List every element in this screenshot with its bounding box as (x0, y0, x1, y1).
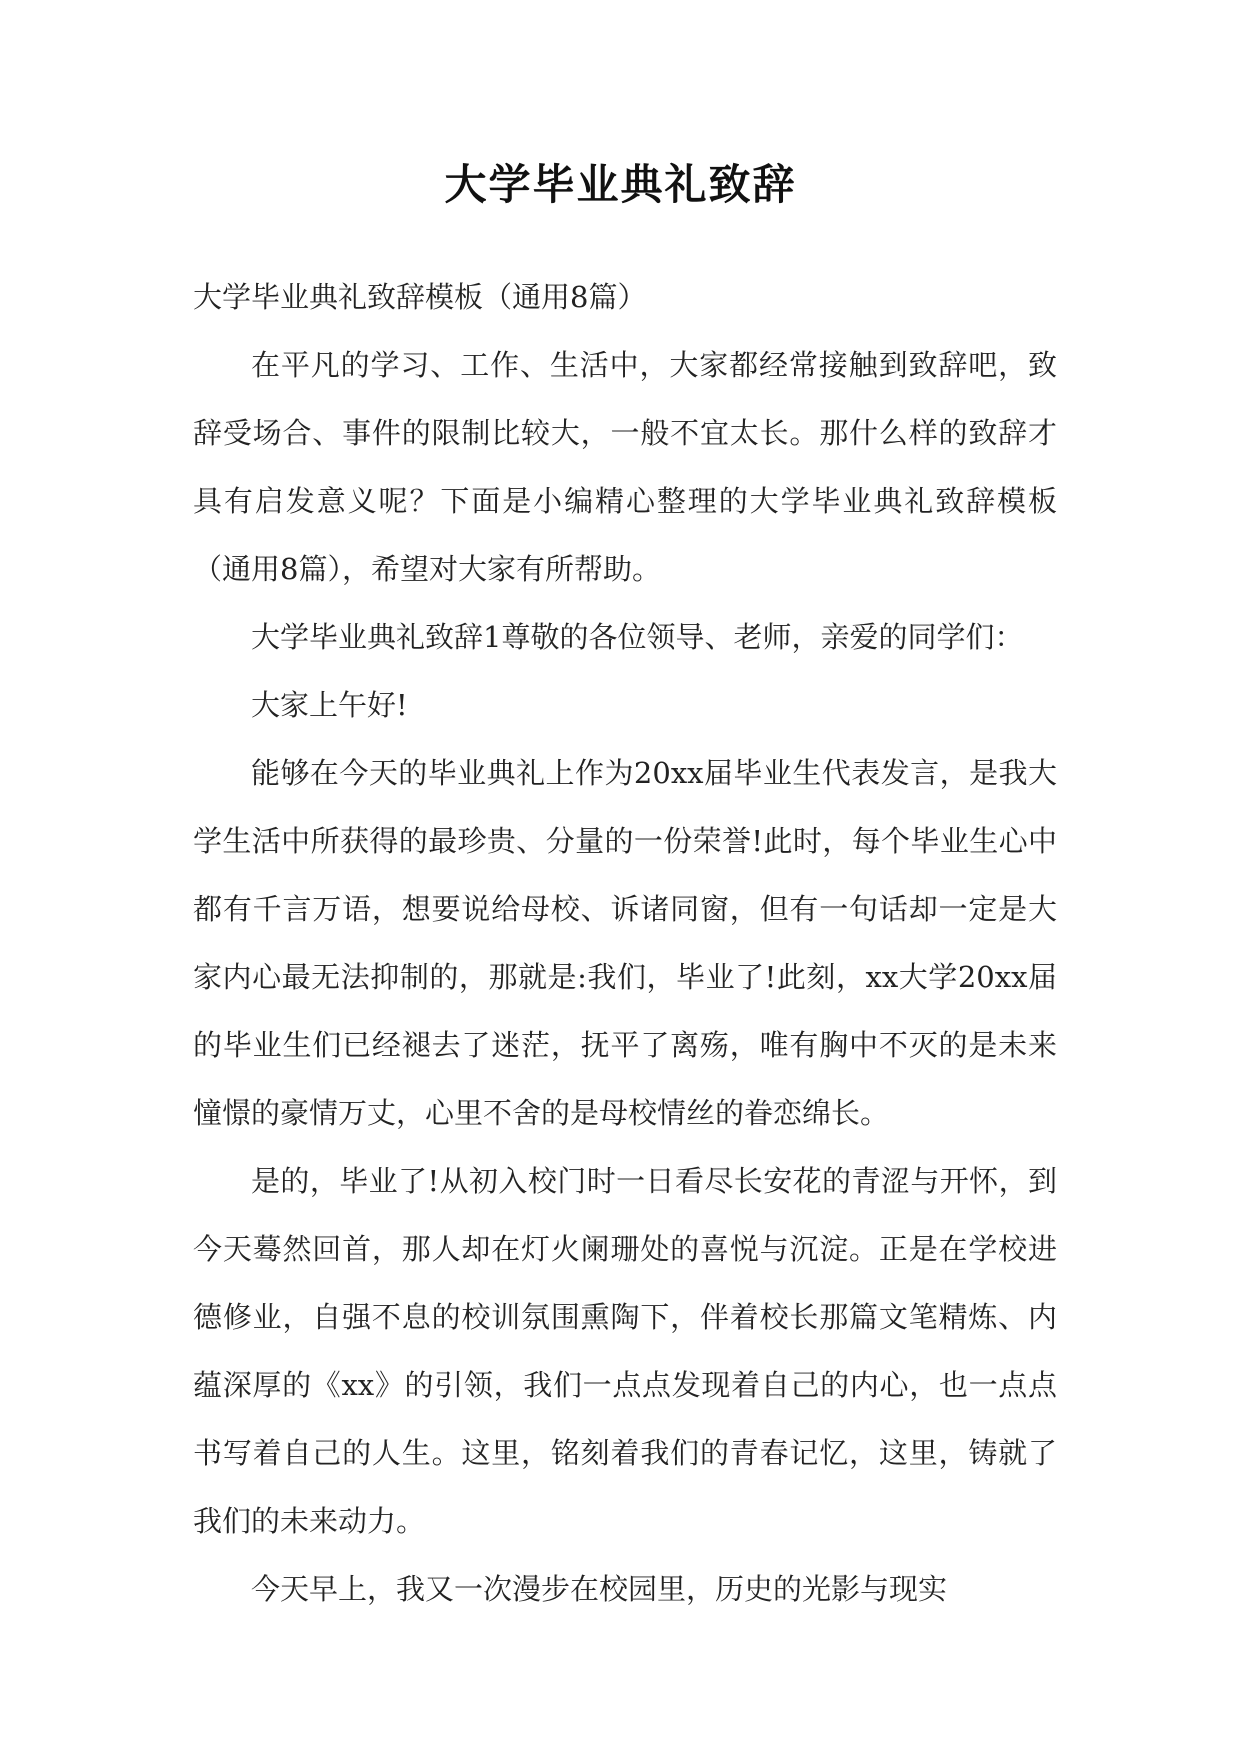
paragraph-body-1: 能够在今天的毕业典礼上作为20xx届毕业生代表发言，是我大学生活中所获得的最珍贵、分量的一份荣誉!此时，每个毕业生心中都有千言万语，想要说给母校、诉诸同窗，但有一句话却一定是大家内心最无法抑制的，那就是:我们，毕业了!此刻，xx大学20xx届的毕业生们已经褪去了迷茫，抚平了离殇，唯有胸中不灭的是未来憧憬的豪情万丈，心里不舍的是母校情丝的眷恋绵长。 (193, 756, 1057, 1130)
paragraph-intro: 在平凡的学习、工作、生活中，大家都经常接触到致辞吧，致辞受场合、事件的限制比较大，一般不宜太长。那什么样的致辞才具有启发意义呢？下面是小编精心整理的大学毕业典礼致辞模板（通用8篇），希望对大家有所帮助。 (193, 348, 1057, 586)
document-body (193, 263, 1057, 1623)
paragraph-salutation: 大学毕业典礼致辞1尊敬的各位领导、老师，亲爱的同学们： (251, 620, 1024, 654)
document-subtitle: 大学毕业典礼致辞模板（通用8篇） (193, 280, 647, 314)
paragraph-greeting: 大家上午好! (251, 688, 408, 722)
paragraph-body-3: 今天早上，我又一次漫步在校园里，历史的光影与现实 (251, 1572, 948, 1606)
paragraph-body-2: 是的，毕业了!从初入校门时一日看尽长安花的青涩与开怀，到今天蓦然回首，那人却在灯火阑珊处的喜悦与沉淀。正是在学校进德修业，自强不息的校训氛围熏陶下，伴着校长那篇文笔精炼、内蕴深厚的《xx》的引领，我们一点点发现着自己的内心，也一点点书写着自己的人生。这里，铭刻着我们的青春记忆，这里，铸就了我们的未来动力。 (193, 1164, 1057, 1538)
document-title: 大学毕业典礼致辞 (444, 160, 797, 209)
